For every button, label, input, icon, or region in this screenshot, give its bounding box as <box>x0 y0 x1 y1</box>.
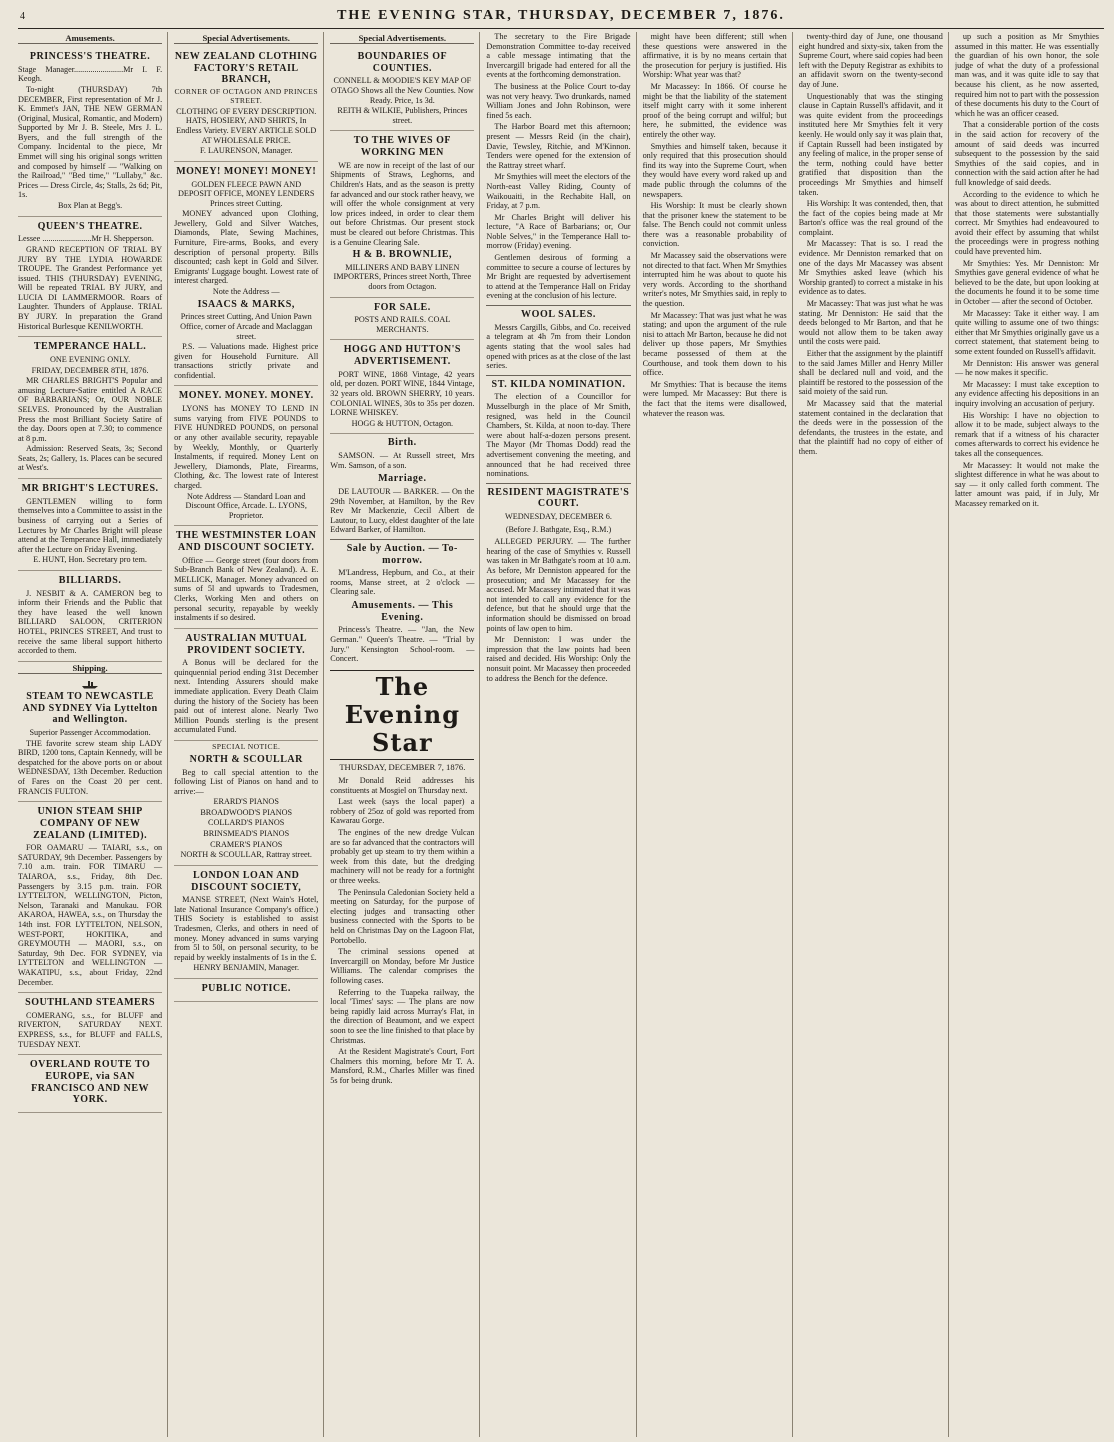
ad-body: GRAND RECEPTION OF TRIAL BY JURY BY THE LYDIA HOWARDE TROUPE. The Grandest Performance yet issued. THIS (THURSDAY) EVENING, Will be repeated TRIAL BY JURY, and LUCIA DI LAMMERMOOR. Roars of Laughter. Thunders of Applause. TRIAL BY JURY. In preparation the Grand Historical Burlesque KENILWORTH. <box>18 244 163 331</box>
ad-line: Box Plan at Begg's. <box>57 201 123 211</box>
ad-line: MILLINERS AND BABY LINEN IMPORTERS, Princes street North, Three doors from Octagon. <box>333 262 472 291</box>
article-paragraph: might have been different; still when these questions were answered in the affirmative, it is by no means certain that the prosecution for perjury is justified. His Worship: What year was that? <box>642 32 787 80</box>
column-6 <box>799 32 949 1437</box>
steam-newcastle-ad <box>18 677 162 802</box>
ad-title: NORTH & SCOULLAR <box>189 753 303 765</box>
queens-theatre-ad <box>18 217 162 338</box>
ad-line: Princes street Cutting, And Union Pawn Office, corner of Arcade and Maclaggan street. <box>180 312 313 341</box>
article-paragraph: Mr Macassey: It would not make the slightest difference in what he was about to say — it only called forth comment. The latter amount was paid, if in July, Mr Macassey remarked on it. <box>954 460 1099 508</box>
ad-line: HOGG & HUTTON, Octagon. <box>351 418 454 428</box>
ad-title: FOR SALE. <box>373 301 431 313</box>
ad-title: AUSTRALIAN MUTUAL PROVIDENT SOCIETY. <box>185 632 307 656</box>
article-paragraph: twenty-third day of June, one thousand eight hundred and sixty-six, taken from the Supreme Court, where said copies had been left with the Deputy Registrar as exhibits to an affidavit sworn on the twenty-second day of June. <box>798 32 943 89</box>
north-scoullar-ad <box>174 741 318 866</box>
st-kilda-heading: ST. KILDA NOMINATION. <box>491 378 626 390</box>
ad-body: P.S. — Valuations made. Highest price given for Household Furniture. All transactions strictly private and confidential. <box>174 342 319 380</box>
divider <box>330 539 474 540</box>
ad-body: COMERANG, s.s., for BLUFF and RIVERTON, SATURDAY NEXT. EXPRESS, s.s., for BLUFF and FALLS, TUESDAY NEXT. <box>18 1010 163 1049</box>
ad-line: Superior Passenger Accommodation. <box>29 728 151 737</box>
article-paragraph: That a considerable portion of the costs in the said action for recovery of the amount of said deeds was incurred subsequent to the possession by the said Smythies of the said copies, and in connection with the said action after he had full knowledge of said deeds. <box>954 120 1099 187</box>
article-paragraph: Mr Charles Bright will deliver his lecture, "A Race of Barbarians; or, Our Noble Selves," in the Temperance Hall to-morrow (Friday) evening. <box>486 212 631 251</box>
boundaries-ad <box>330 47 474 131</box>
article-paragraph: Mr Macassey: That is so. I read the evidence. Mr Denniston remarked that on one of the days Mr Macassey was absent Mr Smythies asked leave (which his Worship granted) to correct a mistake in his evidence as to dates. <box>798 239 943 297</box>
ad-line: CORNER OF OCTAGON AND PRINCES STREET. <box>174 87 318 105</box>
london-loan-ad <box>174 866 318 979</box>
article-paragraph: His Worship: It must be clearly shown that the prisoner knew the statement to be false. The Bench could not commit unless there was a reasonable probability of conviction. <box>642 201 787 249</box>
southland-steamers-ad <box>18 993 162 1055</box>
column-1 <box>18 32 168 1437</box>
marriage-notice: DE LAUTOUR — BARKER. — On the 29th November, at Hamilton, by the Rev Rev Mr Mackenzie, Cecil Albert de Lautour, to Lucy, eldest daughter of the late Edward Barker, of Hamilton. <box>330 486 475 535</box>
ad-body: THE favorite screw steam ship LADY BIRD, 1200 tons, Captain Kennedy, will be despatched for the above ports on or about WEDNESDAY, 13th December. Reduction of Fares on the Coast 20 per cent. FRANCIS FULTON. <box>18 738 163 796</box>
ad-body: PORT WINE, 1868 Vintage, 42 years old, per dozen. PORT WINE, 1844 Vintage, 32 years old. BROWN SHERRY, 10 years. COLONIAL WINES, 30s to 35s per dozen. LORNE WHISKEY. <box>330 369 475 418</box>
article-paragraph: The business at the Police Court to-day was not very heavy. Two drunkards, named William Jones and John Robinson, were fined 5s each. <box>486 81 631 120</box>
ad-title: OVERLAND ROUTE TO EUROPE, via SAN FRANCISCO AND NEW YORK. <box>29 1059 151 1106</box>
article-paragraph: Unquestionably that was the stinging clause in Captain Russell's affidavit, and it was quite evident from the proceedings instituted here Mr Smythies felt it very keenly. He would only say it was plain that, if Captain Russell had been instigated by any feeling of malice, in the proper sense of the term, nothing could have better gratified that disposition than the proceedings Mr Smythies and himself taken. <box>798 91 943 197</box>
ad-line: Stage Manager........................Mr I. F. Keogh. <box>18 64 163 84</box>
ad-line: Lessee ........................Mr H. Shepperson. <box>18 234 154 244</box>
billiards-ad <box>18 571 162 662</box>
auction-notice: M'Landress, Hepburn, and Co., at their rooms, Manse street, at 2 o'clock — Clearing sale. <box>330 568 475 597</box>
page-number: 4 <box>20 11 25 22</box>
princess-theatre-ad <box>18 47 162 217</box>
bright-lectures-ad <box>18 479 162 571</box>
ad-title: PRINCESS'S THEATRE. <box>29 51 151 63</box>
ad-title: ISAACS & MARKS, <box>197 298 295 310</box>
divider <box>486 305 630 306</box>
ad-body: WE are now in receipt of the last of our Shipments of Straws, Leghorns, and Children's Hats, and as the season is pretty far advanced and our stock rather heavy, we will offer the whole consignment at very low prices indeed, in order to clear them out before Christmas. Our present stock must be cleared out before Christmas. This is a Genuine Clearing Sale. <box>330 160 475 247</box>
rm-court-heading: RESIDENT MAGISTRATE'S COURT. <box>487 486 630 510</box>
westminster-loan-ad <box>174 526 318 629</box>
amusements-evening-heading: Amusements. — This Evening. <box>351 600 454 623</box>
article-paragraph: Mr Smythies will meet the electors of the North-east Valley Riding, County of Waikouaiti, in the Rechabite Hall, on Friday, at 7 p.m. <box>486 172 631 211</box>
divider <box>486 483 630 484</box>
ad-title: BOUNDARIES OF COUNTIES. <box>357 51 448 74</box>
article-paragraph: The criminal sessions opened at Invercargill on Monday, before Mr Justice Williams. The calendar comprises the following cases. <box>330 947 475 985</box>
ad-title: TEMPERANCE HALL. <box>33 341 147 353</box>
article-paragraph: The secretary to the Fire Brigade Demonstration Committee to-day received a cable message intimating that the Invercargill brigade had entered for all the events at the forthcoming demonstration. <box>486 32 631 80</box>
ad-title: MR BRIGHT'S LECTURES. <box>21 483 159 495</box>
article-paragraph: The election of a Councillor for Musselburgh in the place of Mr Smith, resigned, was held in the Council Chambers, St. Kilda, at noon to-day. There were about half-a-dozen persons present. The Mayor (Mr Thomas Dodd) read the advertisement convening the meeting, and announced that he had received three nominations. <box>486 392 631 479</box>
ad-line: FRIDAY, DECEMBER 8TH, 1876. <box>31 365 149 375</box>
article-paragraph: Mr Denniston: I was under the impression that the law points had been raised and decided. His Worship: Only the nonsuit point. Mr Macassey then proceeded to address the Bench for the defence. <box>486 635 631 683</box>
piano-item: CRAMER'S PIANOS <box>210 839 283 849</box>
ad-line: NORTH & SCOULLAR, Rattray street. <box>180 850 312 860</box>
piano-item: BROADWOOD'S PIANOS <box>200 807 293 817</box>
marriage-heading: Marriage. <box>378 473 427 485</box>
amusements-heading: Amusements. <box>18 33 162 44</box>
ad-title: HOGG AND HUTTON'S ADVERTISEMENT. <box>343 344 461 368</box>
ad-body: J. NESBIT & A. CAMERON beg to inform their Friends and the Public that they have leased the well known BILLIARD SALOON, CRITERION HOTEL, PRINCES STREET, And trust to receive the same liberal support hitherto accorded to them. <box>18 588 163 656</box>
birth-heading: Birth. <box>387 437 417 449</box>
rm-court-before: (Before J. Bathgate, Esq., R.M.) <box>505 524 612 534</box>
amp-society-ad <box>174 629 318 741</box>
piano-item: BRINSMEAD'S PIANOS <box>203 829 290 839</box>
ad-title: LONDON LOAN AND DISCOUNT SOCIETY, <box>191 869 302 893</box>
ad-body: To-night (THURSDAY) 7th DECEMBER, First representation of Mr J. K. Emmet's JAN, THE NEW GERMAN (Original, Musical, Romantic, and Modern) Supported by Mr J. B. Steele, Mrs J. L. Byers, and the full strength of the Company. Incidental to the piece, Mr Emmet will sing his original songs written and composed by himself — "Walking on the Railroad," "Bed time," "Lullaby," &c. Prices — Dress Circle, 4s; Stalls, 2s 6d; Pit, 1s. <box>18 84 163 200</box>
article-paragraph: The Peninsula Caledonian Society held a meeting on Saturday, for the purpose of electing judges and transacting other business connected with the Sports to be held on Christmas Day on the Lagoon Flat, Portobello. <box>330 887 475 945</box>
temperance-hall-ad <box>18 337 162 479</box>
auction-heading: Sale by Auction. — To-morrow. <box>346 542 458 566</box>
amusements-evening: Princess's Theatre. — "Jan, the New German." Queen's Theatre. — "Trial by Jury." Kensington School-room. — Concert. <box>330 625 475 664</box>
ad-title: TO THE WIVES OF WORKING MEN <box>353 135 451 159</box>
special-ads-heading: Special Advertisements. <box>330 33 474 44</box>
article-paragraph: At the Resident Magistrate's Court, Fort Chalmers this morning, before Mr T. A. Mansford, R.M., Charles Miller was fined 5s for being drunk. <box>330 1047 475 1085</box>
golden-fleece-ad <box>174 162 318 387</box>
article-paragraph: Mr Macassey said the observations were not directed to that fact. When Mr Smythies interrupted him he was about to quote his very words. According to the shorthand writer's notes, Mr Smythies said, in reply to the question. <box>642 251 787 309</box>
for-sale-ad <box>330 298 474 341</box>
ad-title: MONEY. MONEY. MONEY. <box>178 390 314 402</box>
ad-line: E. HUNT, Hon. Secretary pro tem. <box>33 555 147 565</box>
ad-body: MONEY advanced upon Clothing, Jewellery, Gold and Silver Watches, Diamonds, Plate, Sewing Machines, Furniture, Fire-arms, Books, and every description of personal property. Bills discounted; cash kept in Gold and Silver. Emigrants' Luggage bought. Lowest rate of interest charged. <box>174 209 319 286</box>
ad-body: LYONS has MONEY TO LEND IN sums varying from FIVE POUNDS to FIVE HUNDRED POUNDS, on personal or any other available security, repayable by Weekly, Monthly, or Quarterly Instalments, if required. Money Lent on Jewellery, Diamonds, Plate, Firearms, Clothing, &c. The lowest rate of Interest charged. <box>174 404 319 490</box>
ad-title: THE WESTMINSTER LOAN AND DISCOUNT SOCIETY. <box>176 530 317 553</box>
rm-court-date: WEDNESDAY, DECEMBER 6. <box>505 512 612 522</box>
ad-title: NEW ZEALAND CLOTHING FACTORY'S RETAIL BRANCH, <box>174 51 318 86</box>
ad-title: MONEY! MONEY! MONEY! <box>176 165 317 177</box>
article-paragraph: Last week (says the local paper) a robbery of 25oz of gold was reported from Kawarau Gorge. <box>330 797 475 826</box>
wool-sales-heading: WOOL SALES. <box>521 309 596 321</box>
column-2 <box>174 32 324 1437</box>
ship-icon <box>18 679 162 689</box>
ad-title: STEAM TO NEWCASTLE AND SYDNEY Via Lyttelton and Wellington. <box>22 690 158 726</box>
article-paragraph: Mr Macassey said that the material statement contained in the declaration that the deeds were in the possession of the defendants, the trustees in the estate, and that the plaintiff had no copy of either of them. <box>798 398 943 456</box>
ad-title: UNION STEAM SHIP COMPANY OF NEW ZEALAND (LIMITED). <box>33 806 148 841</box>
article-paragraph: ALLEGED PERJURY. — The further hearing of the case of Smythies v. Russell was taken in Mr Bathgate's room at 10 a.m. As before, Mr Denniston appeared for the prosecution; and Mr Macassey for the accused. Mr Macassey intimated that it was not intended to call any evidence for the defence, but that he should urge that the information should be dismissed on broad points of law open to him. <box>486 537 631 633</box>
columns <box>18 32 1104 1437</box>
article-paragraph: Smythies and himself taken, because it only required that this prosecution should find its way into the Supreme Court, when they would have every word raked up and made public through the columns of the newspapers. <box>642 141 787 199</box>
ad-title: BILLIARDS. <box>58 574 122 586</box>
ad-body: Admission: Reserved Seats, 3s; Second Seats, 2s; Gallery, 1s. Places can be secured at West's. <box>18 444 163 473</box>
ad-body: GENTLEMEN willing to form themselves into a Committee to assist in the business of carrying out a Series of Lectures by Mr Charles Bright will please attend at the Temperance Hall, immediately after the Lecture on Friday Evening. <box>18 496 163 554</box>
piano-item: COLLARD'S PIANOS <box>208 818 285 828</box>
ad-title: PUBLIC NOTICE. <box>201 982 291 994</box>
newspaper-header-title: THE EVENING STAR, THURSDAY, DECEMBER 7, 1876. <box>337 8 785 23</box>
divider <box>486 375 630 376</box>
hogg-hutton-ad <box>330 340 474 434</box>
public-notice-ad <box>174 979 318 1002</box>
article-paragraph: Referring to the Tuapeka railway, the local 'Times' says: — The plans are now being rapidly laid across Murray's Flat, in the direction of Beaumont, and we expect soon to see the line finished to that place by Christmas. <box>330 987 475 1045</box>
article-paragraph: Mr Macassey: That was just what he was stating. Mr Denniston: He said that the deeds belonged to Mr Barton, and that he would not allow them to be taken away until the costs were paid. <box>798 299 943 347</box>
article-paragraph: Mr Macassey: That was just what he was stating; and upon the argument of the rule nisi to attach Mr Barton, because he did not deliver up those papers, Mr Smythies became possessed of them at the Courthouse, and took them down to his office. <box>642 310 787 378</box>
ad-title: QUEEN'S THEATRE. <box>37 220 143 232</box>
ad-line: SPECIAL NOTICE. <box>212 741 281 751</box>
wives-ad <box>330 131 474 297</box>
shipping-heading: Shipping. <box>18 663 162 674</box>
ad-line: HENRY BENJAMIN, Manager. <box>193 963 300 973</box>
ad-body: Beg to call special attention to the following List of Pianos on hand and to arrive:— <box>174 767 319 796</box>
ad-body: CONNELL & MOODIE'S KEY MAP OF OTAGO Shows all the New Counties. Now Ready. Price, 1s 3d. <box>330 76 474 105</box>
article-paragraph: Mr Donald Reid addresses his constituents at Mosgiel on Thursday next. <box>330 776 475 795</box>
article-paragraph: Gentlemen desirous of forming a committee to secure a course of lectures by Mr Bright are requested by advertisement to attend at the Temperance Hall on Friday evening at the conclusion of his lecture. <box>486 253 631 301</box>
ad-body: Office — George street (four doors from Sub-Branch Bank of New Zealand). A. E. MELLICK, Manager. Money advanced on sums of 5l and upwards to Tradesmen, Clerks, Working Men and others on personal security, repayable by weekly instalments if so desired. <box>174 555 319 623</box>
article-paragraph: Messrs Cargills, Gibbs, and Co. received a telegram at 4h 7m from their London agents stating that the wool sales had opened with prices as at the close of the last series. <box>486 322 631 371</box>
article-paragraph: His Worship: It was contended, then, that the fact of the copies being made at Mr Barton's office was the real ground of the complaint. <box>798 199 943 237</box>
column-5 <box>643 32 793 1437</box>
article-paragraph: Mr Denniston: His answer was general — he now makes it specific. <box>954 358 1099 378</box>
masthead <box>18 8 1104 29</box>
ad-line: Note the Address — <box>212 287 280 297</box>
birth-notice: SAMSON. — At Russell street, Mrs Wm. Samson, of a son. <box>330 451 475 470</box>
lyons-ad <box>174 386 318 526</box>
article-paragraph: Mr Macassey: In 1866. Of course he might be that the liability of the statement itself might carry with it some inherent proof of the being corrupt and wilful; but here, he submitted, the evidence was entirely the other way. <box>642 81 787 139</box>
article-paragraph: Mr Macassey: I must take exception to any evidence affecting his depositions in an inquiry involving an accusation of perjury. <box>954 379 1099 408</box>
article-paragraph: up such a position as Mr Smythies assumed in this matter. He was essentially the guardian of his own honor, the sole judge of what the duty of a professional man was, and it was quite idle to say that because his client, as he now asserted, required him not to part with the possession of these documents his duty to the Court of which he was an officer ceased. <box>954 32 1099 118</box>
ad-title: H & B. BROWNLIE, <box>352 249 453 261</box>
ad-line: ONE EVENING ONLY. <box>49 354 131 364</box>
overland-route-ad <box>18 1055 162 1113</box>
article-paragraph: Mr Smythies: That is because the items were lumped. Mr Macassey: But there is the fact that the items were disallowed, whatever the reason was. <box>642 379 787 418</box>
article-paragraph: Mr Macassey: Take it either way. I am quite willing to assume one of two things: either that Mr Smythies originally gave us a correct statement, that statement being to some extent founded on Russell's affidavit. <box>954 308 1099 356</box>
newspaper-nameplate: The Evening Star <box>330 670 474 760</box>
union-steamship-ad <box>18 802 162 993</box>
special-ads-heading: Special Advertisements. <box>174 33 318 44</box>
clothing-factory-ad <box>174 47 318 162</box>
ad-body: CLOTHING OF EVERY DESCRIPTION. HATS, HOSIERY, AND SHIRTS, In Endless Variety. EVERY ARTICLE SOLD AT WHOLESALE PRICE. <box>176 106 317 145</box>
column-7 <box>955 32 1104 1437</box>
ad-line: F. LAURENSON, Manager. <box>200 146 293 156</box>
ad-line: Note Address — Standard Loan and Discount Office, Arcade. L. LYONS, Proprietor. <box>185 491 307 520</box>
column-3 <box>330 32 480 1437</box>
ad-body: MANSE STREET, (Next Wain's Hotel, late National Insurance Company's office.) THIS Society is established to assist Tradesmen, Clerks, and others in need of money. Money advanced in sums varying from 5l to 50l, on personal security, to be repaid by weekly instalments of 1s in the £. <box>174 895 319 962</box>
ad-line: GOLDEN FLEECE PAWN AND DEPOSIT OFFICE, MONEY LENDERS Princes street Cutting. <box>177 179 315 208</box>
ad-body: FOR OAMARU — TAIARI, s.s., on SATURDAY, 9th December. Passengers by 7.10 a.m. train. FOR TIMARU — TAIAROA, s.s., Friday, 8th Dec. Passengers by 3.15 p.m. train. FOR LYTTELTON, WELLINGTON, Picton, Nelson, Taranaki and Manukau. FOR AKAROA, HAWEA, s.s., on Thursday the 14th inst. FOR LYTTELTON, NELSON, WEST-PORT, HOKITIKA, and GREYMOUTH — MAORI, s.s., on Saturday, 9th Dec. FOR SYDNEY, via LYTTELTON and WELLINGTON — WAKATIPU, s.s., about Friday, 22nd December. <box>18 843 163 987</box>
article-paragraph: Mr Smythies: Yes. Mr Denniston: Mr Smythies gave general evidence of what he believed to be the date, but upon looking at the documents he found it to be some time in October — after the second of October. <box>954 258 1099 307</box>
column-4 <box>486 32 636 1437</box>
ad-body: MR CHARLES BRIGHT'S Popular and amusing Lecture-Satire entitled A RACE OF BARBARIANS; Or, OUR NOBLE SELVES. Pronounced by the Australian Press the most Brilliant Society Satire of the day. Doors open at 7.30; to commence at 8 p.m. <box>18 376 163 443</box>
article-paragraph: Either that the assignment by the plaintiff to the said James Miller and Henry Miller shall be declared null and void, and the plaintiff be restored to the possession of the said moiety of the said run. <box>798 349 943 397</box>
article-paragraph: According to the evidence to which he was about to direct attention, he submitted that those statements were substantially correct. Mr Smythies had endeavoured to avoid their effect by assuming that whilst the proceedings were in progress nothing could have prevented him. <box>954 189 1099 257</box>
issue-date: THURSDAY, DECEMBER 7, 1876. <box>339 762 466 773</box>
ad-line: REITH & WILKIE, Publishers, Princes street. <box>337 106 468 125</box>
ad-body: A Bonus will be declared for the quinquennial period ending 31st December next. Intending Assurers should make immediate application. Every Death Claim during the history of the Society has been paid out of interest alone. Nearly Two Million Pounds sterling is the present accumulated Fund. <box>174 658 319 735</box>
ad-title: SOUTHLAND STEAMERS <box>25 997 155 1009</box>
ad-line: POSTS AND RAILS. COAL MERCHANTS. <box>354 315 451 334</box>
article-paragraph: His Worship: I have no objection to allow it to be made, subject always to the remark that if a witness of his character comes afterwards to correct his evidence he takes all the consequences. <box>954 410 1099 458</box>
piano-item: ERARD'S PIANOS <box>213 797 279 807</box>
article-paragraph: The Harbor Board met this afternoon; present — Messrs Reid (in the chair), Davie, Tewsley, Ritchie, and M'Kinnon. Tenders were opened for the extension of the Rattray street wharf. <box>486 122 631 170</box>
article-paragraph: The engines of the new dredge Vulcan are so far advanced that the contractors will probably get up steam to try them within a week from this date, but the dredging machinery will not be ready for a fortnight or three weeks. <box>330 828 475 886</box>
